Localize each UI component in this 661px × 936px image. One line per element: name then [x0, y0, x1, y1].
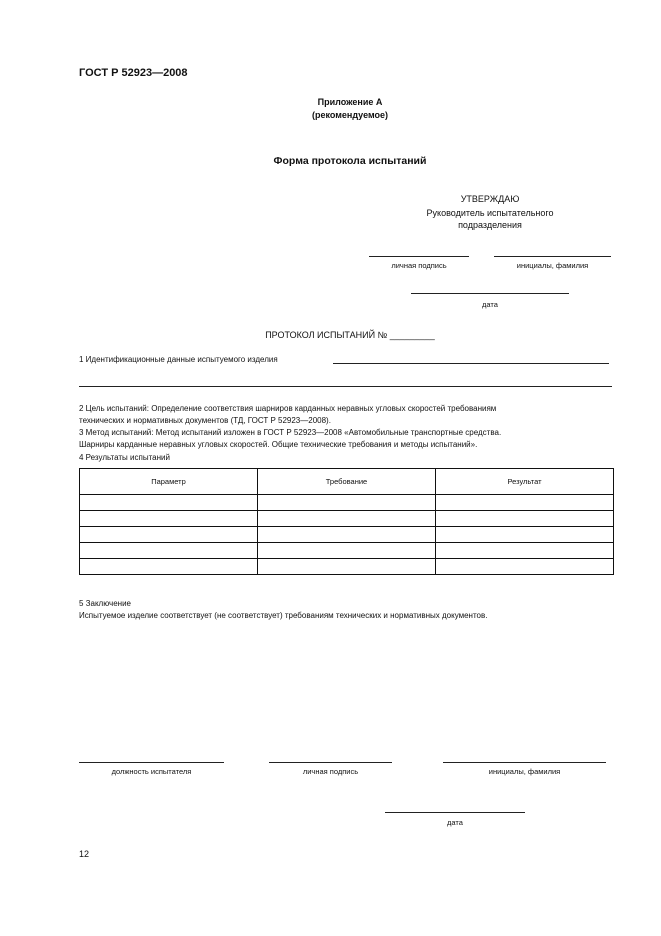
annex-subtitle: (рекомендуемое) — [312, 110, 388, 120]
protocol-title: ПРОТОКОЛ ИСПЫТАНИЙ № _________ — [265, 330, 435, 340]
tester-name-line — [443, 762, 606, 763]
section-1-fill-line — [333, 363, 609, 364]
table-row — [80, 559, 614, 575]
tester-date-line — [385, 812, 525, 813]
table-cell — [436, 495, 614, 511]
section-3-line1: 3 Метод испытаний: Метод испытаний изложен в ГОСТ Р 52923—2008 «Автомобильные транспортные средства. — [79, 428, 502, 437]
table-row — [80, 527, 614, 543]
tester-signature-line — [269, 762, 392, 763]
results-table-body — [80, 495, 614, 575]
table-cell — [258, 527, 436, 543]
section-1-text: 1 Идентификационные данные испытуемого изделия — [79, 355, 278, 364]
page-number: 12 — [79, 849, 90, 859]
approval-date-line — [411, 293, 569, 294]
approval-name-line — [494, 256, 611, 257]
approval-signature-line — [369, 256, 469, 257]
table-cell — [80, 495, 258, 511]
approval-word: УТВЕРЖДАЮ — [460, 194, 520, 204]
table-cell — [80, 527, 258, 543]
header-requirement: Требование — [258, 469, 436, 495]
table-row — [80, 511, 614, 527]
header-parameter: Параметр — [80, 469, 258, 495]
approval-position-line1: Руководитель испытательного — [426, 208, 554, 218]
table-cell — [436, 543, 614, 559]
table-row — [80, 495, 614, 511]
approval-position-line2: подразделения — [458, 220, 522, 230]
approval-signature-caption: личная подпись — [391, 261, 447, 270]
table-cell — [258, 511, 436, 527]
table-cell — [436, 527, 614, 543]
standard-header: ГОСТ Р 52923—2008 — [79, 67, 188, 79]
annex-heading — [200, 96, 500, 122]
approval-name-caption: инициалы, фамилия — [516, 261, 589, 270]
section-2 — [79, 403, 614, 427]
table-cell — [80, 559, 258, 575]
section-2-line2: технических и нормативных документов (ТД, ГОСТ Р 52923—2008). — [79, 416, 331, 425]
annex-title: Приложение А — [317, 97, 383, 107]
table-cell — [258, 559, 436, 575]
section-4-heading: 4 Результаты испытаний — [79, 453, 170, 462]
section-3 — [79, 427, 614, 451]
form-title: Форма протокола испытаний — [273, 155, 427, 167]
results-table-header — [80, 469, 614, 495]
tester-date-caption: дата — [447, 818, 463, 827]
table-cell — [436, 511, 614, 527]
table-cell — [436, 559, 614, 575]
table-cell — [258, 543, 436, 559]
section-5-text: Испытуемое изделие соответствует (не соответствует) требованиям технических и нормативных документов. — [79, 611, 488, 620]
section-5 — [79, 598, 614, 622]
table-cell — [258, 495, 436, 511]
tester-position-caption: должность испытателя — [111, 767, 192, 776]
tester-name-caption: инициалы, фамилия — [488, 767, 561, 776]
tester-signature-caption: личная подпись — [302, 767, 359, 776]
results-table — [79, 468, 614, 575]
section-5-heading: 5 Заключение — [79, 599, 131, 608]
table-cell — [80, 511, 258, 527]
section-1-fill-line-2 — [79, 386, 612, 387]
header-result: Результат — [436, 469, 614, 495]
section-3-line2: Шарниры карданные неравных угловых скоростей. Общие технические требования и методы испытаний». — [79, 440, 478, 449]
table-cell — [80, 543, 258, 559]
tester-position-line — [79, 762, 224, 763]
table-row — [80, 543, 614, 559]
approval-date-caption: дата — [482, 300, 498, 309]
section-2-line1: 2 Цель испытаний: Определение соответствия шарниров карданных неравных угловых скоростей требованиям — [79, 404, 497, 413]
